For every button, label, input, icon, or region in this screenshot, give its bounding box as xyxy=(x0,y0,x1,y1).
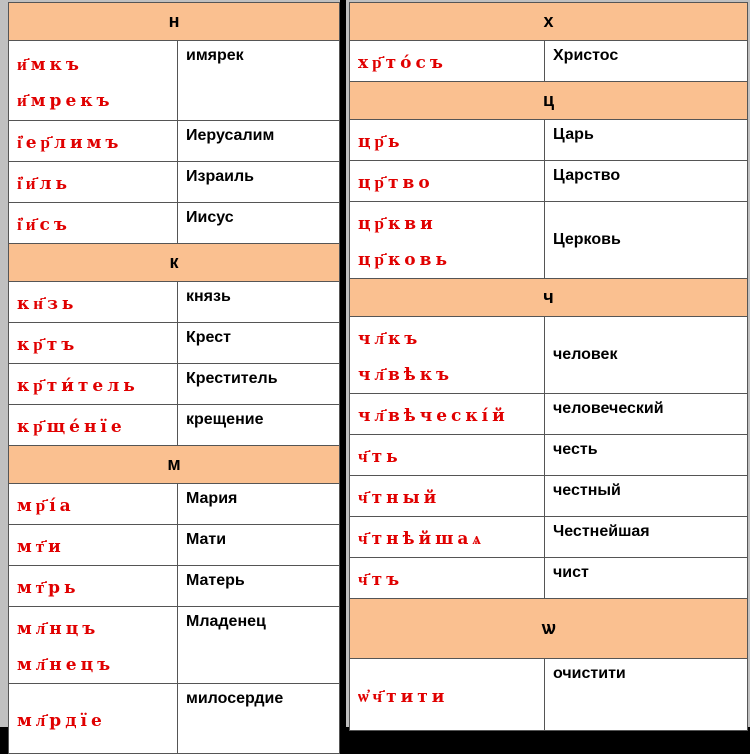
slavonic-word xyxy=(9,525,178,566)
slavonic-abbreviation: мт҃рь xyxy=(17,578,80,598)
slavonic-abbreviation: мт҃и xyxy=(17,537,65,557)
russian-word: честь xyxy=(545,435,748,476)
table-row xyxy=(9,525,340,566)
russian-word: Креститель xyxy=(178,364,340,405)
table-row xyxy=(9,282,340,323)
russian-word: имярек xyxy=(178,41,340,121)
table-row xyxy=(350,435,748,476)
slavonic-abbreviation: ч҃тный xyxy=(358,488,441,508)
slavonic-abbreviation: хр҃то́съ xyxy=(358,53,447,73)
slavonic-word xyxy=(9,41,178,121)
russian-word: Крест xyxy=(178,323,340,364)
slavonic-abbreviation: ч҃тнѣйшаѧ xyxy=(358,529,485,549)
table-row xyxy=(9,203,340,244)
russian-word: очистити xyxy=(545,659,748,731)
slavonic-word xyxy=(350,394,545,435)
slavonic-abbreviation: и҃мрекъ xyxy=(17,90,114,111)
table-row xyxy=(9,484,340,525)
table-row xyxy=(350,120,748,161)
slavonic-abbreviation: мл҃нецъ xyxy=(17,655,115,675)
russian-word: Иерусалим xyxy=(178,121,340,162)
slavonic-word xyxy=(9,607,178,684)
left-word-table xyxy=(8,2,340,754)
russian-word: человеческий xyxy=(545,394,748,435)
russian-word: Честнейшая xyxy=(545,517,748,558)
table-row xyxy=(350,558,748,599)
section-letter: н xyxy=(9,3,340,41)
section-letter: ч xyxy=(350,279,748,317)
section-header xyxy=(350,82,748,120)
russian-word: Христос xyxy=(545,41,748,82)
section-header xyxy=(9,446,340,484)
slavonic-abbreviation: кн҃зь xyxy=(17,294,78,314)
russian-word: Иисус xyxy=(178,203,340,244)
table-row xyxy=(9,323,340,364)
slavonic-abbreviation: кр҃тъ xyxy=(17,335,79,355)
slavonic-abbreviation: і҆и҃съ xyxy=(17,215,71,235)
table-row xyxy=(9,41,340,121)
russian-word: Мати xyxy=(178,525,340,566)
slavonic-word xyxy=(350,435,545,476)
slavonic-word xyxy=(9,484,178,525)
left-column xyxy=(0,0,343,731)
section-letter: ц xyxy=(350,82,748,120)
table-row xyxy=(350,161,748,202)
slavonic-abbreviation: цр҃ковь xyxy=(358,250,451,270)
table-row xyxy=(9,684,340,754)
slavonic-word xyxy=(9,162,178,203)
russian-word: Матерь xyxy=(178,566,340,607)
section-letter: м xyxy=(9,446,340,484)
slavonic-word xyxy=(9,282,178,323)
right-word-table xyxy=(349,2,748,731)
slavonic-abbreviation: цр҃кви xyxy=(358,214,437,234)
slavonic-word xyxy=(350,476,545,517)
slavonic-abbreviation: и҃мкъ xyxy=(17,54,83,75)
slavonic-abbreviation: і҆ер҃лимъ xyxy=(17,133,123,153)
slavonic-abbreviation: чл҃вѣкъ xyxy=(358,365,454,385)
slavonic-abbreviation: чл҃вѣческі́й xyxy=(358,406,509,426)
right-column xyxy=(343,0,750,727)
russian-word: крещение xyxy=(178,405,340,446)
table-row xyxy=(350,202,748,279)
section-header xyxy=(350,3,748,41)
russian-word: милосердие xyxy=(178,684,340,754)
table-row xyxy=(9,162,340,203)
slavonic-abbreviation: ч҃ть xyxy=(358,447,402,467)
slavonic-word xyxy=(350,202,545,279)
slavonic-word xyxy=(350,659,545,731)
slavonic-abbreviation: кр҃ще́нїе xyxy=(17,417,126,437)
table-row xyxy=(350,659,748,731)
section-letter: х xyxy=(350,3,748,41)
slavonic-word xyxy=(350,161,545,202)
slavonic-word xyxy=(9,203,178,244)
russian-word: Царство xyxy=(545,161,748,202)
slavonic-word xyxy=(9,364,178,405)
slavonic-abbreviation: і҆и҃ль xyxy=(17,174,72,194)
table-row xyxy=(350,394,748,435)
table-row xyxy=(9,405,340,446)
slavonic-abbreviation: ч҃тъ xyxy=(358,570,404,590)
russian-word: Царь xyxy=(545,120,748,161)
section-header xyxy=(350,279,748,317)
table-row xyxy=(9,121,340,162)
section-letter: ѡ xyxy=(350,599,748,659)
table-row xyxy=(350,317,748,394)
slavonic-abbreviation: мр҃і́а xyxy=(17,496,75,516)
russian-word: честный xyxy=(545,476,748,517)
table-row xyxy=(9,607,340,684)
table-row xyxy=(350,517,748,558)
russian-word: Израиль xyxy=(178,162,340,203)
russian-word: князь xyxy=(178,282,340,323)
slavonic-abbreviation: кр҃ти́тель xyxy=(17,376,139,396)
slavonic-word xyxy=(9,323,178,364)
russian-word: чист xyxy=(545,558,748,599)
section-header xyxy=(9,3,340,41)
slavonic-word xyxy=(9,684,178,754)
table-row xyxy=(350,41,748,82)
slavonic-abbreviation: цр҃ь xyxy=(358,132,404,152)
russian-word: человек xyxy=(545,317,748,394)
slavonic-word xyxy=(350,517,545,558)
slavonic-word xyxy=(350,558,545,599)
slavonic-word xyxy=(9,566,178,607)
slavonic-abbreviation: мл҃рдїе xyxy=(17,710,106,731)
slavonic-abbreviation: чл҃къ xyxy=(358,329,422,349)
section-letter: к xyxy=(9,244,340,282)
slavonic-abbreviation: цр҃тво xyxy=(358,173,434,193)
russian-word: Мария xyxy=(178,484,340,525)
slavonic-abbreviation: мл҃нцъ xyxy=(17,619,100,639)
russian-word: Младенец xyxy=(178,607,340,684)
section-header xyxy=(350,599,748,659)
russian-word: Церковь xyxy=(545,202,748,279)
table-row xyxy=(350,476,748,517)
section-header xyxy=(9,244,340,282)
table-row xyxy=(9,364,340,405)
slavonic-word xyxy=(350,120,545,161)
slavonic-word xyxy=(350,317,545,394)
slavonic-word xyxy=(350,41,545,82)
slavonic-word xyxy=(9,405,178,446)
slavonic-abbreviation: ѡ҆ч҃тити xyxy=(358,686,449,707)
table-row xyxy=(9,566,340,607)
slavonic-word xyxy=(9,121,178,162)
